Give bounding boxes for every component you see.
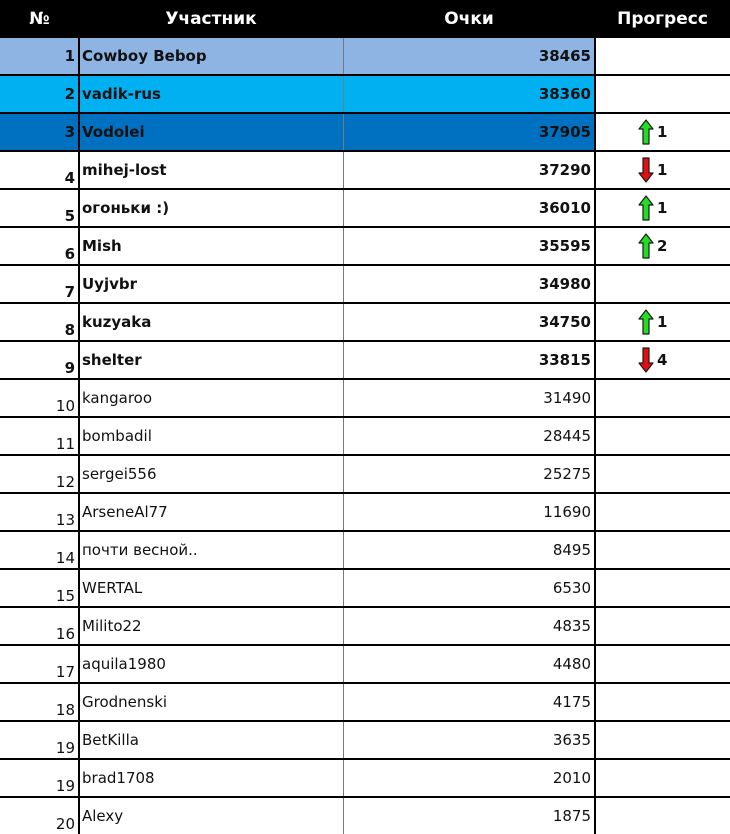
table-row[interactable] <box>0 38 730 75</box>
points-cell[interactable]: 34980 <box>343 265 595 303</box>
progress-delta: 1 <box>657 123 668 141</box>
standings-body <box>0 38 730 834</box>
progress-cell[interactable] <box>595 379 730 417</box>
rank-cell[interactable]: 6 <box>0 227 79 265</box>
header-participant[interactable]: Участник <box>79 0 343 38</box>
progress-cell[interactable] <box>595 265 730 303</box>
points-cell[interactable]: 1875 <box>343 797 595 834</box>
progress-cell[interactable] <box>595 417 730 455</box>
progress-delta: 1 <box>657 313 668 331</box>
header-num[interactable]: № <box>0 0 79 38</box>
progress-cell[interactable] <box>595 797 730 834</box>
progress-delta: 2 <box>657 237 668 255</box>
rank-cell[interactable]: 9 <box>0 341 79 379</box>
progress-cell[interactable] <box>595 569 730 607</box>
progress-cell[interactable] <box>595 38 730 75</box>
points-cell[interactable]: 28445 <box>343 417 595 455</box>
points-cell[interactable]: 37290 <box>343 151 595 189</box>
participant-cell[interactable]: aquila1980 <box>79 645 343 683</box>
participant-cell[interactable]: kangaroo <box>79 379 343 417</box>
participant-cell[interactable]: ArseneAl77 <box>79 493 343 531</box>
table-row[interactable] <box>0 151 730 189</box>
table-row[interactable] <box>0 721 730 759</box>
points-cell[interactable]: 2010 <box>343 759 595 797</box>
table-row[interactable] <box>0 455 730 493</box>
points-cell[interactable]: 38360 <box>343 75 595 113</box>
participant-cell[interactable]: Alexy <box>79 797 343 834</box>
participant-cell[interactable]: WERTAL <box>79 569 343 607</box>
rank-cell[interactable]: 4 <box>0 151 79 189</box>
participant-cell[interactable]: sergei556 <box>79 455 343 493</box>
arrow-up-icon <box>638 119 654 145</box>
participant-cell[interactable]: Grodnenski <box>79 683 343 721</box>
progress-cell[interactable] <box>595 683 730 721</box>
points-cell[interactable]: 3635 <box>343 721 595 759</box>
table-row[interactable] <box>0 113 730 151</box>
table-row[interactable] <box>0 493 730 531</box>
table-row[interactable] <box>0 797 730 834</box>
rank-cell[interactable]: 18 <box>0 683 79 721</box>
participant-cell[interactable]: Mish <box>79 227 343 265</box>
rank-cell[interactable]: 3 <box>0 113 79 151</box>
table-row[interactable] <box>0 417 730 455</box>
participant-cell[interactable]: shelter <box>79 341 343 379</box>
participant-cell[interactable]: Cowboy Bebop <box>79 38 343 75</box>
participant-cell[interactable]: mihej-lost <box>79 151 343 189</box>
table-row[interactable] <box>0 227 730 265</box>
arrow-up-icon <box>638 233 654 259</box>
points-cell[interactable]: 4175 <box>343 683 595 721</box>
progress-cell[interactable] <box>595 531 730 569</box>
points-cell[interactable]: 37905 <box>343 113 595 151</box>
progress-delta: 1 <box>657 199 668 217</box>
progress-cell[interactable] <box>595 493 730 531</box>
table-row[interactable] <box>0 759 730 797</box>
progress-cell[interactable] <box>595 303 730 341</box>
arrow-down-icon <box>638 157 654 183</box>
participant-cell[interactable]: Vodolei <box>79 113 343 151</box>
points-cell[interactable]: 36010 <box>343 189 595 227</box>
table-row[interactable] <box>0 531 730 569</box>
rank-cell[interactable]: 12 <box>0 455 79 493</box>
points-cell[interactable]: 38465 <box>343 38 595 75</box>
table-row[interactable] <box>0 645 730 683</box>
rank-cell[interactable]: 11 <box>0 417 79 455</box>
rank-cell[interactable]: 14 <box>0 531 79 569</box>
rank-cell[interactable]: 17 <box>0 645 79 683</box>
participant-cell[interactable]: bombadil <box>79 417 343 455</box>
progress-cell[interactable] <box>595 189 730 227</box>
rank-cell[interactable]: 15 <box>0 569 79 607</box>
progress-cell[interactable] <box>595 113 730 151</box>
table-row[interactable] <box>0 569 730 607</box>
rank-cell[interactable]: 16 <box>0 607 79 645</box>
participant-cell[interactable]: огоньки :) <box>79 189 343 227</box>
arrow-up-icon <box>638 195 654 221</box>
rank-cell[interactable]: 8 <box>0 303 79 341</box>
points-cell[interactable]: 33815 <box>343 341 595 379</box>
table-row[interactable] <box>0 189 730 227</box>
table-row[interactable] <box>0 303 730 341</box>
table-row[interactable] <box>0 379 730 417</box>
rank-cell[interactable]: 19 <box>0 721 79 759</box>
progress-delta: 4 <box>657 351 668 369</box>
rank-cell[interactable]: 10 <box>0 379 79 417</box>
participant-cell[interactable]: BetKilla <box>79 721 343 759</box>
progress-cell[interactable] <box>595 645 730 683</box>
arrow-down-icon <box>638 347 654 373</box>
arrow-up-icon <box>638 309 654 335</box>
rank-cell[interactable]: 5 <box>0 189 79 227</box>
progress-cell[interactable] <box>595 341 730 379</box>
points-cell[interactable]: 4480 <box>343 645 595 683</box>
participant-cell[interactable]: Uyjvbr <box>79 265 343 303</box>
points-cell[interactable]: 6530 <box>343 569 595 607</box>
participant-cell[interactable]: brad1708 <box>79 759 343 797</box>
participant-cell[interactable]: vadik-rus <box>79 75 343 113</box>
points-cell[interactable]: 4835 <box>343 607 595 645</box>
progress-cell[interactable] <box>595 759 730 797</box>
progress-cell[interactable] <box>595 75 730 113</box>
progress-cell[interactable] <box>595 607 730 645</box>
progress-cell[interactable] <box>595 721 730 759</box>
table-row[interactable] <box>0 683 730 721</box>
points-cell[interactable]: 8495 <box>343 531 595 569</box>
participant-cell[interactable]: почти весной.. <box>79 531 343 569</box>
rank-cell[interactable]: 20 <box>0 797 79 834</box>
points-cell[interactable]: 25275 <box>343 455 595 493</box>
header-progress[interactable]: Прогресс <box>595 0 730 38</box>
points-cell[interactable]: 34750 <box>343 303 595 341</box>
header-row <box>0 0 730 38</box>
progress-cell[interactable] <box>595 455 730 493</box>
participant-cell[interactable]: kuzyaka <box>79 303 343 341</box>
points-cell[interactable]: 11690 <box>343 493 595 531</box>
participant-cell[interactable]: Milito22 <box>79 607 343 645</box>
progress-cell[interactable] <box>595 151 730 189</box>
table-row[interactable] <box>0 265 730 303</box>
progress-delta: 1 <box>657 161 668 179</box>
rank-cell[interactable]: 13 <box>0 493 79 531</box>
points-cell[interactable]: 35595 <box>343 227 595 265</box>
rank-cell[interactable]: 19 <box>0 759 79 797</box>
progress-cell[interactable] <box>595 227 730 265</box>
table-row[interactable] <box>0 341 730 379</box>
rank-cell[interactable]: 2 <box>0 75 79 113</box>
points-cell[interactable]: 31490 <box>343 379 595 417</box>
rank-cell[interactable]: 1 <box>0 38 79 75</box>
rank-cell[interactable]: 7 <box>0 265 79 303</box>
table-row[interactable] <box>0 75 730 113</box>
header-points[interactable]: Очки <box>343 0 595 38</box>
table-row[interactable] <box>0 607 730 645</box>
